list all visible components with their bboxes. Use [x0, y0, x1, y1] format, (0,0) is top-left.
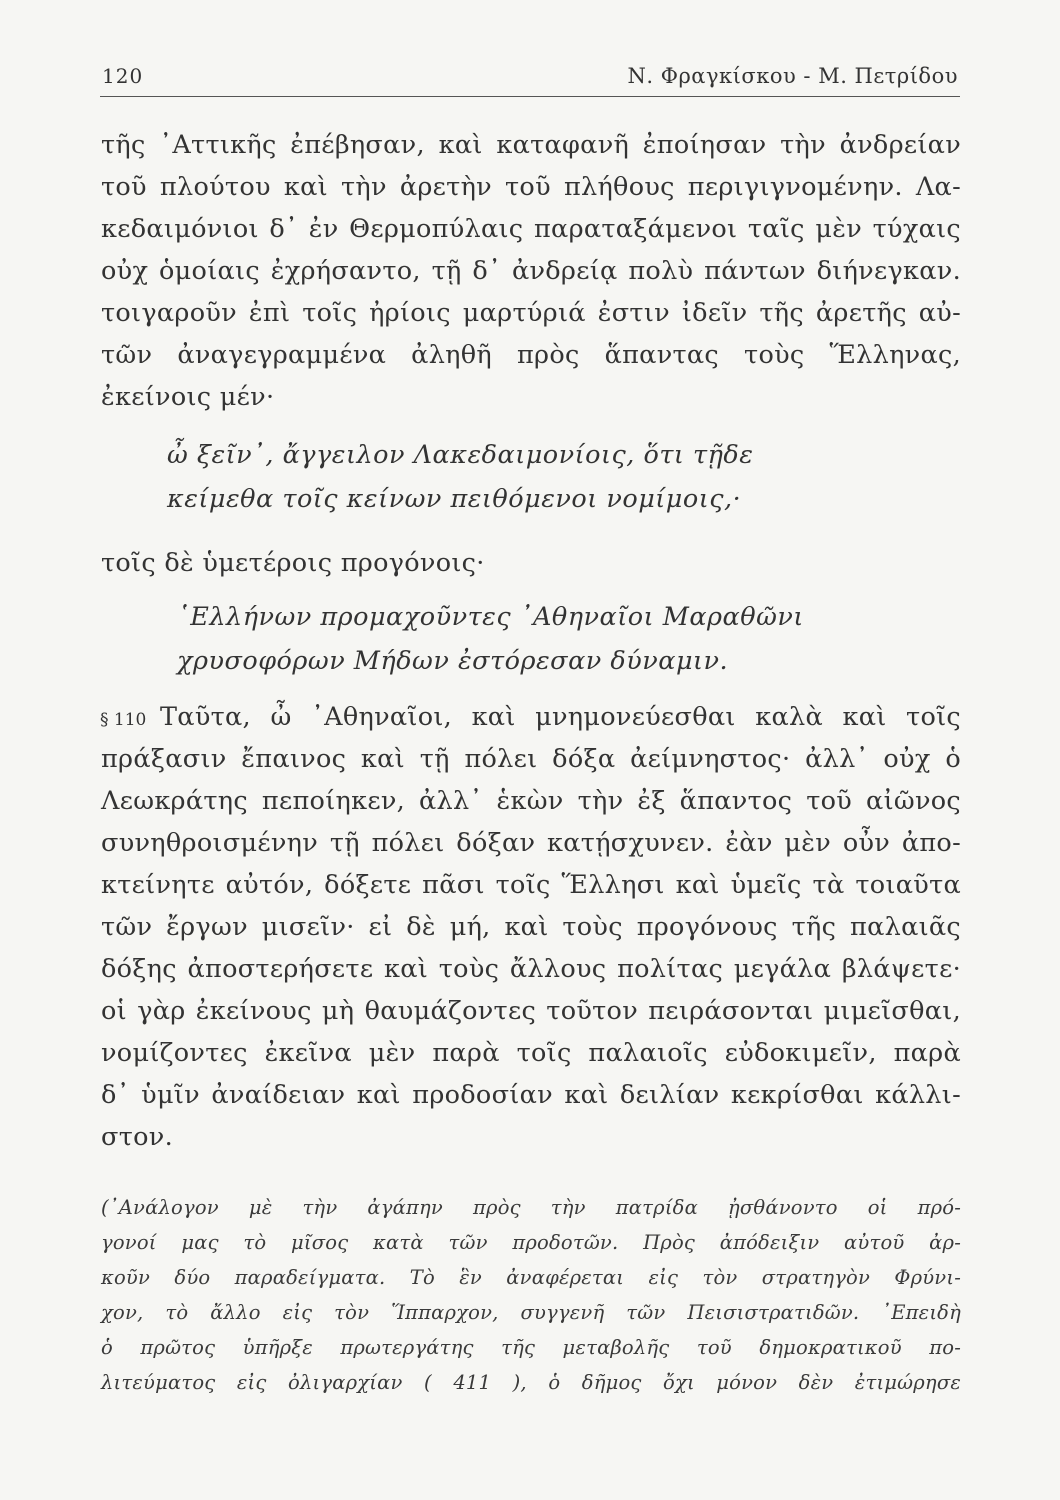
- page-number: 120: [102, 64, 144, 88]
- running-header: [100, 56, 960, 97]
- body-line: ἐκείνοις μέν·: [101, 382, 275, 412]
- commentary-line: χον, τὸ ἄλλο εἰς τὸν Ἵππαρχον, συγγενῆ τῶν Πεισιστρατιδῶν. ᾿Επειδὴ: [101, 1301, 961, 1324]
- body-line: νομίζοντες ἐκεῖνα μὲν παρὰ τοῖς παλαιοῖς εὐδοκιμεῖν, παρὰ: [101, 1038, 961, 1068]
- body-line: συνηθροισμένην τῇ πόλει δόξαν κατῄσχυνεν. ἐὰν μὲν οὖν ἀπο-: [101, 828, 961, 858]
- body-line: κεδαιμόνιοι δ᾿ ἐν Θερμοπύλαις παραταξάμενοι ταῖς μὲν τύχαις: [101, 214, 961, 244]
- body-line: τοῦ πλούτου καὶ τὴν ἀρετὴν τοῦ πλήθους περιγιγνομένην. Λα-: [101, 172, 961, 202]
- body-line: στον.: [101, 1122, 173, 1152]
- body-line: δ᾿ ὑμῖν ἀναίδειαν καὶ προδοσίαν καὶ δειλίαν κεκρίσθαι κάλλι-: [101, 1080, 961, 1110]
- body-line: δόξης ἀποστερήσετε καὶ τοὺς ἄλλους πολίτας μεγάλα βλάψετε·: [101, 954, 961, 984]
- epigram-line: κείμεθα τοῖς κείνων πειθόμενοι νομίμοις,·: [167, 484, 742, 514]
- section-marker: § 110: [100, 710, 147, 730]
- body-line: οἱ γὰρ ἐκείνους μὴ θαυμάζοντες τοῦτον πειράσονται μιμεῖσθαι,: [101, 996, 961, 1026]
- body-line: πράξασιν ἔπαινος καὶ τῇ πόλει δόξα ἀείμνηστος· ἀλλ᾿ οὐχ ὁ: [101, 744, 961, 774]
- body-line: τῆς ᾿Αττικῆς ἐπέβησαν, καὶ καταφανῆ ἐποίησαν τὴν ἀνδρείαν: [101, 130, 961, 160]
- body-line: Ταῦτα, ὦ ᾿Αθηναῖοι, καὶ μνημονεύεσθαι καλὰ καὶ τοῖς: [160, 702, 961, 732]
- epigram-line: ὦ ξεῖν᾿, ἄγγειλον Λακεδαιμονίοις, ὅτι τῇδε: [167, 440, 754, 470]
- connector-line: τοῖς δὲ ὑμετέροις προγόνοις·: [101, 548, 485, 578]
- body-line: τοιγαροῦν ἐπὶ τοῖς ἠρίοις μαρτύριά ἐστιν ἰδεῖν τῆς ἀρετῆς αὐ-: [101, 298, 961, 328]
- epigram-line: ῾Ελλήνων προμαχοῦντες ᾿Αθηναῖοι Μαραθῶνι: [177, 602, 804, 632]
- body-line: οὐχ ὁμοίαις ἐχρήσαντο, τῇ δ᾿ ἀνδρείᾳ πολὺ πάντων διήνεγκαν.: [101, 256, 961, 286]
- body-line: Λεωκράτης πεποίηκεν, ἀλλ᾿ ἑκὼν τὴν ἐξ ἅπαντος τοῦ αἰῶνος: [101, 786, 961, 816]
- body-line: τῶν ἀναγεγραμμένα ἀληθῆ πρὸς ἅπαντας τοὺς Ἕλληνας,: [101, 340, 961, 370]
- body-line: κτείνητε αὐτόν, δόξετε πᾶσι τοῖς Ἕλλησι καὶ ὑμεῖς τὰ τοιαῦτα: [101, 870, 961, 900]
- running-head-authors: Ν. Φραγκίσκου - Μ. Πετρίδου: [627, 64, 958, 88]
- commentary-line: λιτεύματος εἰς ὀλιγαρχίαν ( 411 ), ὁ δῆμος ὄχι μόνον δὲν ἐτιμώρησε: [101, 1371, 961, 1394]
- commentary-line: (᾿Ανάλογον μὲ τὴν ἀγάπην πρὸς τὴν πατρίδα ᾐσθάνοντο οἱ πρό-: [101, 1196, 961, 1219]
- commentary-line: γονοί μας τὸ μῖσος κατὰ τῶν προδοτῶν. Πρὸς ἀπόδειξιν αὐτοῦ ἀρ-: [101, 1231, 961, 1254]
- body-line: τῶν ἔργων μισεῖν· εἰ δὲ μή, καὶ τοὺς προγόνους τῆς παλαιᾶς: [101, 912, 961, 942]
- epigram-line: χρυσοφόρων Μήδων ἐστόρεσαν δύναμιν.: [177, 646, 729, 676]
- commentary-line: κοῦν δύο παραδείγματα. Τὸ ἓν ἀναφέρεται εἰς τὸν στρατηγὸν Φρύνι-: [101, 1266, 961, 1289]
- commentary-line: ὁ πρῶτος ὑπῆρξε πρωτεργάτης τῆς μεταβολῆς τοῦ δημοκρατικοῦ πο-: [101, 1336, 961, 1359]
